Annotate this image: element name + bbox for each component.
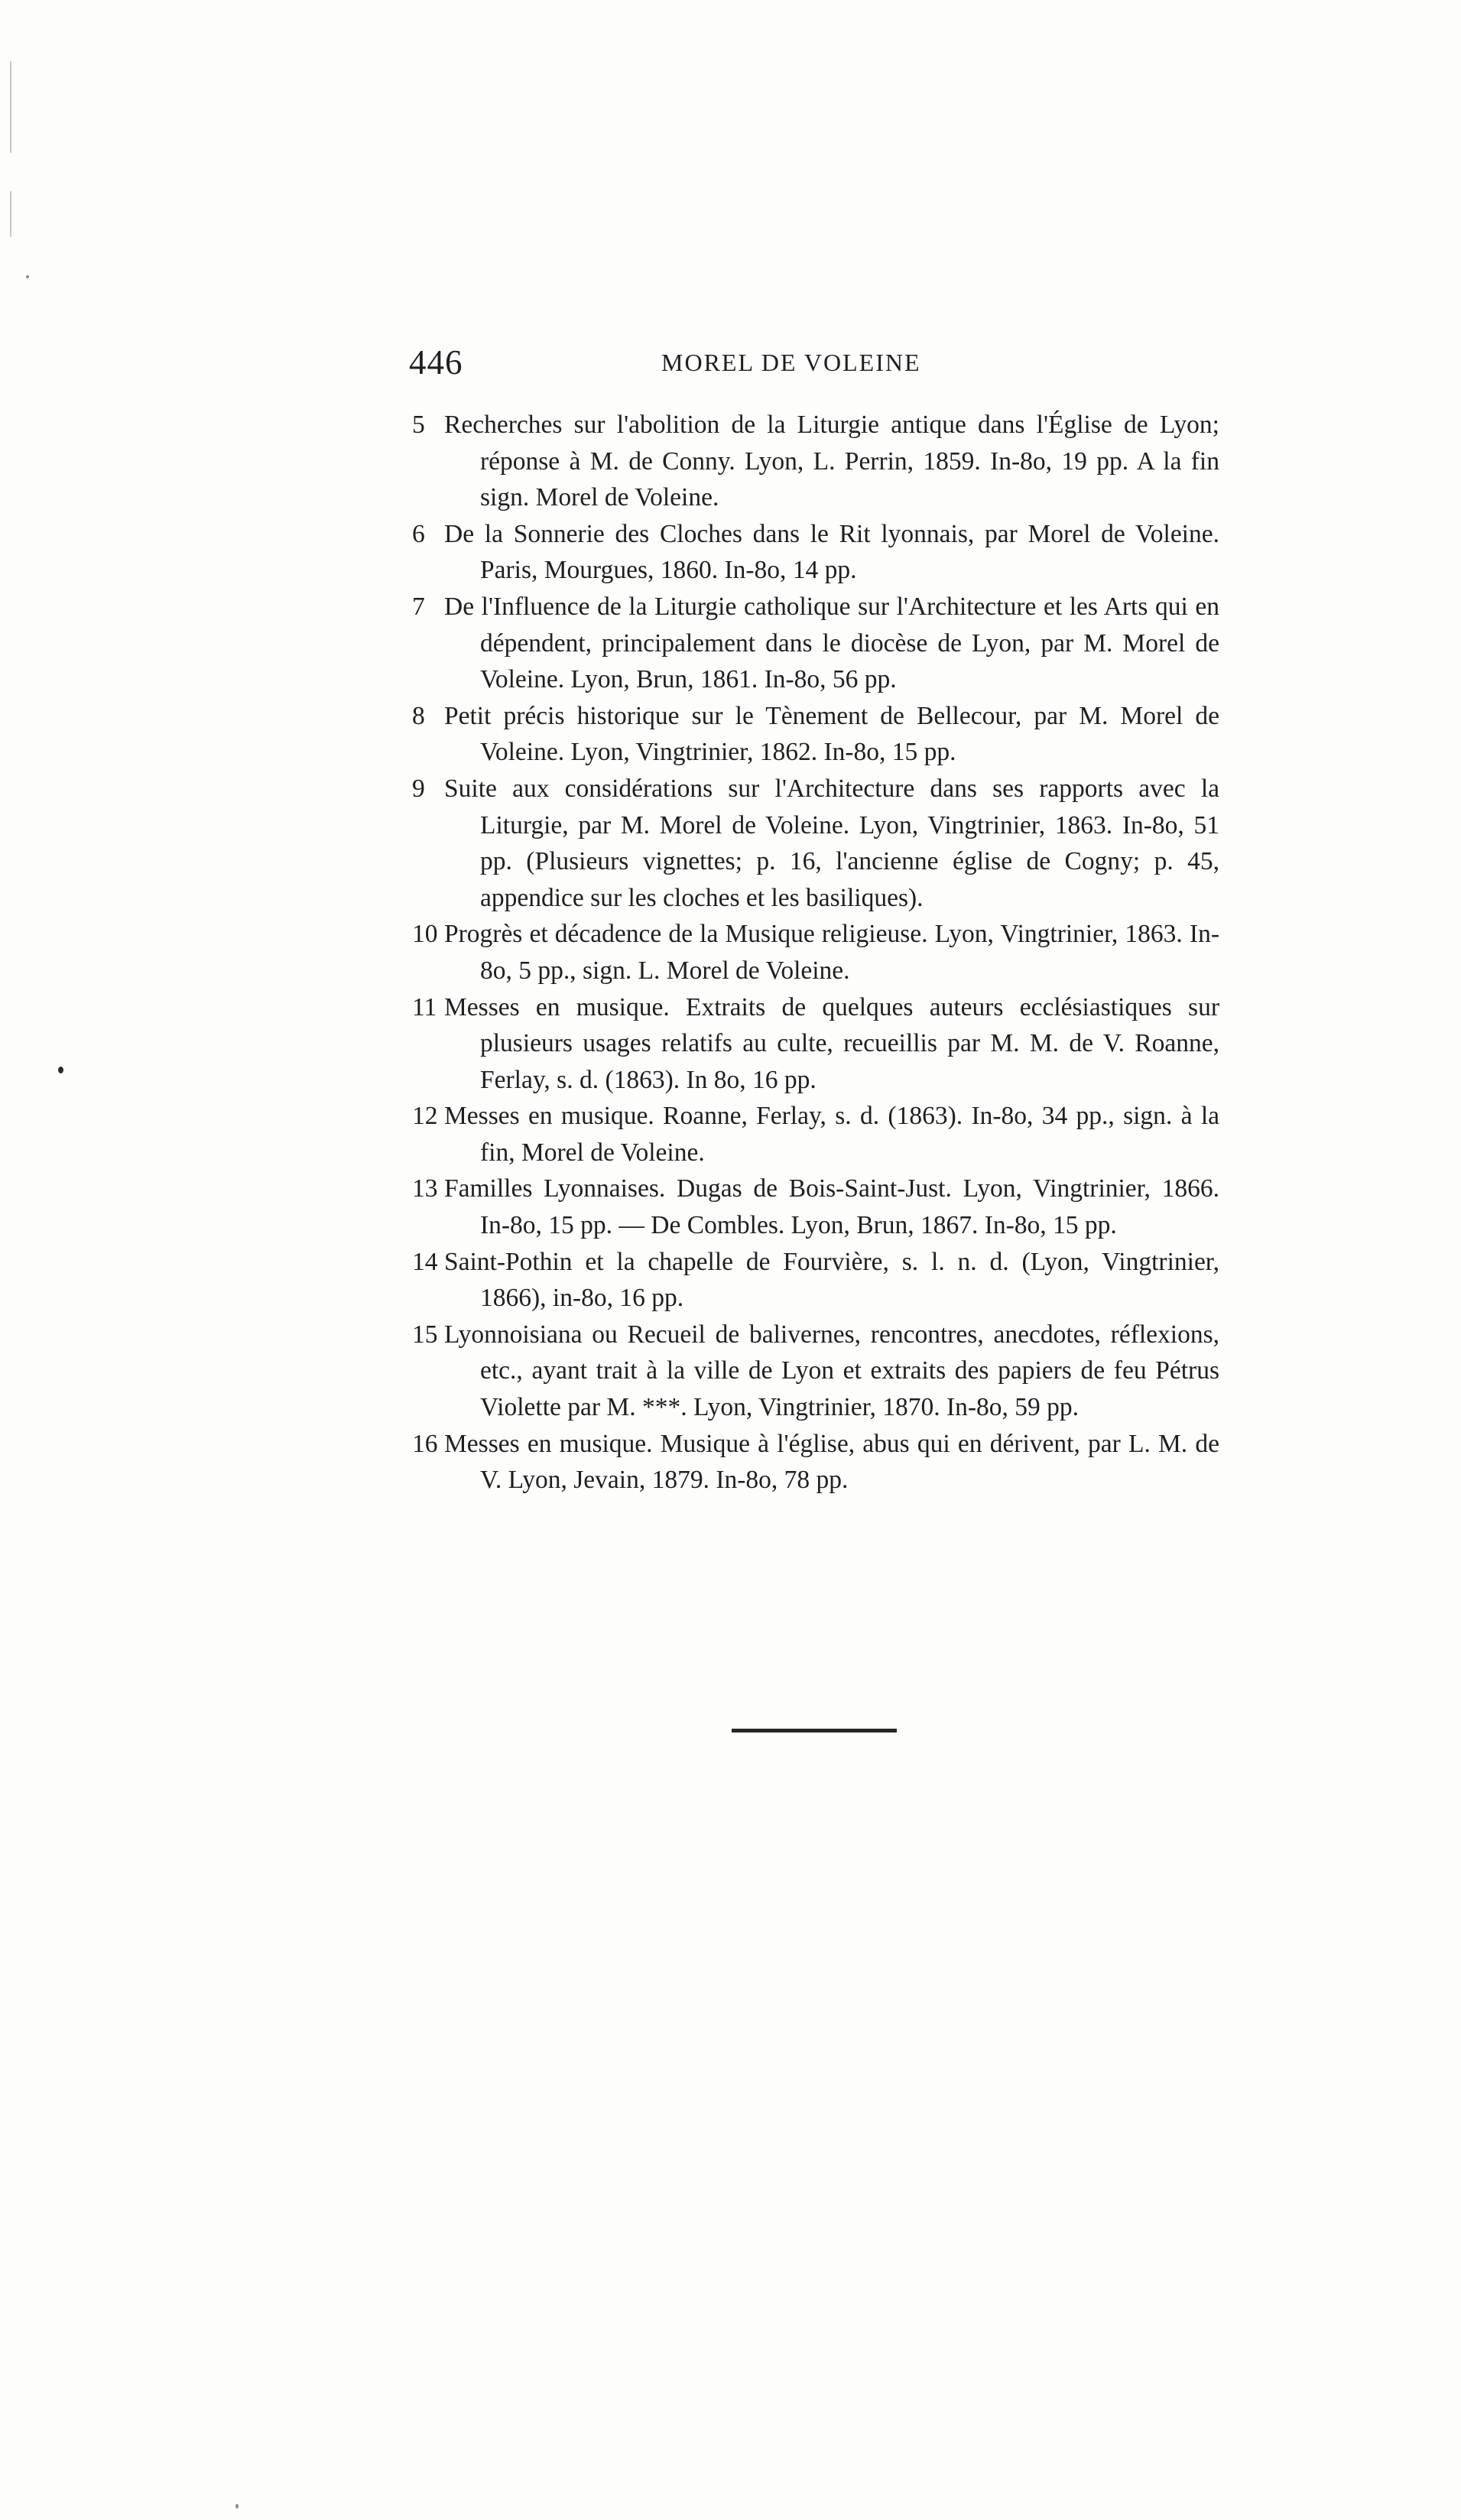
entry-number: 5 [412,411,425,439]
entry-number: 6 [412,519,425,548]
bibliography-entry [409,1171,1219,1243]
bibliography-list [409,407,1219,1499]
entry-number: 11 [412,992,437,1021]
bibliography-entry [409,698,1219,771]
bibliography-entry [409,516,1219,589]
bibliography-entry [409,1426,1219,1499]
entry-text: Lyonnoisiana ou Recueil de balivernes, rencontres, anecdotes, réflexions, etc., ayant trait à la ville de Lyon et extraits des papiers de feu Pétrus Violette par M. ***. Lyon, Vingtrinier, 1870. In-8o, 59 pp. [444,1320,1219,1422]
entry-text: De l'Influence de la Liturgie catholique sur l'Architecture et les Arts qui en dépendent, principalement dans le diocèse de Lyon, par M. Morel de Voleine. Lyon, Brun, 1861. In-8o, 56 pp. [444,592,1219,694]
entry-number: 15 [412,1320,438,1349]
entry-text: Petit précis historique sur le Tènement de Bellecour, par M. Morel de Voleine. Lyon, Vingtrinier, 1862. In-8o, 15 pp. [444,701,1219,767]
entry-number: 7 [412,592,425,621]
page-number: 446 [409,343,463,382]
bibliography-entry [409,771,1219,916]
scan-edge-mark [10,191,11,237]
entry-number: 10 [412,920,438,949]
entry-text: Messes en musique. Roanne, Ferlay, s. d. (1863). In-8o, 34 pp., sign. à la fin, Morel de Voleine. [444,1102,1219,1167]
entry-number: 12 [412,1102,438,1131]
entry-text: Messes en musique. Musique à l'église, abus qui en dérivent, par L. M. de V. Lyon, Jevain, 1879. In-8o, 78 pp. [444,1429,1219,1495]
entry-text: Recherches sur l'abolition de la Liturgie antique dans l'Église de Lyon; réponse à M. de Conny. Lyon, L. Perrin, 1859. In-8o, 19 pp. A la fin sign. Morel de Voleine. [444,411,1219,512]
entry-number: 14 [412,1247,438,1276]
scan-edge-mark [10,61,11,153]
entry-number: 16 [412,1429,438,1458]
entry-text: De la Sonnerie des Cloches dans le Rit lyonnais, par Morel de Voleine. Paris, Mourgues, 1860. In-8o, 14 pp. [444,519,1219,585]
scan-speck [26,275,29,278]
entry-text: Suite aux considérations sur l'Architecture dans ses rapports avec la Liturgie, par M. Morel de Voleine. Lyon, Vingtrinier, 1863. In-8o, 51 pp. (Plusieurs vignettes; p. 16, l'ancienne église de Cogny; p. 45, appendice sur les cloches et les basiliques). [444,774,1219,912]
end-rule [732,1729,897,1732]
bibliography-entry [409,989,1219,1099]
entry-text: Familles Lyonnaises. Dugas de Bois-Saint-Just. Lyon, Vingtrinier, 1866. In-8o, 15 pp. — De Combles. Lyon, Brun, 1867. In-8o, 15 pp. [444,1174,1219,1240]
entry-number: 9 [412,774,425,803]
scan-speck [235,2504,239,2509]
bibliography-entry [409,1244,1219,1317]
bibliography-entry [409,1098,1219,1171]
bibliography-entry [409,407,1219,516]
bibliography-entry [409,589,1219,698]
running-title: MOREL DE VOLEINE [661,349,921,376]
running-head [409,343,1219,396]
entry-number: 13 [412,1174,438,1203]
scan-speck [58,1067,63,1073]
entry-number: 8 [412,701,425,730]
bibliography-entry [409,916,1219,989]
entry-text: Messes en musique. Extraits de quelques auteurs ecclésiastiques sur plusieurs usages relatifs au culte, recueillis par M. M. de V. Roanne, Ferlay, s. d. (1863). In 8o, 16 pp. [444,992,1219,1094]
entry-text: Saint-Pothin et la chapelle de Fourvière, s. l. n. d. (Lyon, Vingtrinier, 1866), in-8o, 16 pp. [444,1247,1219,1313]
bibliography-entry [409,1317,1219,1426]
entry-text: Progrès et décadence de la Musique religieuse. Lyon, Vingtrinier, 1863. In-8o, 5 pp., sign. L. Morel de Voleine. [444,920,1219,985]
